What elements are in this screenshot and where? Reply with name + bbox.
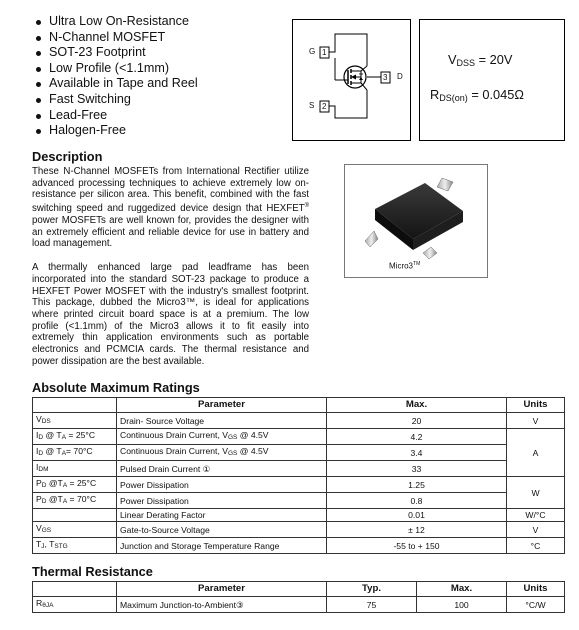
description-body	[32, 166, 309, 367]
max-cell: 20	[327, 413, 507, 429]
units-cell: A	[507, 429, 565, 477]
feature-item: SOT-23 Footprint	[36, 45, 198, 61]
feature-item: Low Profile (<1.1mm)	[36, 61, 198, 77]
parameter-cell: Power Dissipation	[117, 493, 327, 509]
symbol-cell: $I_D$ @ $T_A= 70^\circ C$	[33, 445, 117, 461]
units-cell: °C/W	[507, 597, 565, 613]
units-cell: V	[507, 413, 565, 429]
parameter-cell: Drain- Source Voltage	[117, 413, 327, 429]
table-row	[33, 538, 565, 554]
parameter-cell: Gate-to-Source Voltage	[117, 522, 327, 538]
units-cell: °C	[507, 538, 565, 554]
description-paragraph-2: A thermally enhanced large pad leadframe has been incorporated into the standard SOT-23 package to produce a HEXFET Power MOSFET with the industry's smallest footprint. This package, dubbed the Micro3™, is ideal for applications where printed circuit board space is at a premium. The low profile (<1.1mm) of the Micro3 allows it to fit easily into extremely thin application environments such as portable electronics and PCMCIA cards. The thermal resistance and power dissipation are the best available.	[32, 262, 309, 367]
mosfet-symbol-icon	[293, 20, 410, 140]
parameter-cell: Junction and Storage Temperature Range	[117, 538, 327, 554]
table-row	[33, 445, 565, 461]
parameter-cell: Continuous Drain Current, $V_{GS}$ @ 4.5V	[117, 429, 327, 445]
symbol-cell: $V_{GS}$	[33, 522, 117, 538]
units-cell: W	[507, 477, 565, 509]
header-symbol	[33, 398, 117, 413]
abs-max-heading: Absolute Maximum Ratings	[32, 380, 200, 395]
parameter-cell: Continuous Drain Current, $V_{GS}$ @ 4.5V	[117, 445, 327, 461]
pin-1-number: 1	[322, 48, 327, 57]
table-row	[33, 509, 565, 522]
header-parameter: Parameter	[117, 582, 327, 597]
mosfet-symbol-box	[292, 19, 411, 141]
abs-max-table	[32, 397, 565, 554]
pin-g-label: G	[309, 47, 316, 56]
parameter-cell: Pulsed Drain Current ①	[117, 461, 327, 477]
table-row	[33, 522, 565, 538]
max-cell: -55 to + 150	[327, 538, 507, 554]
symbol-cell	[33, 509, 117, 522]
thermal-table	[32, 581, 565, 613]
rdson-spec: $R_{DS(on)} = 0.045\Omega$	[430, 87, 524, 103]
table-header-row	[33, 398, 565, 413]
symbol-cell: $P_D$ $@T_A = 70^\circ C$	[33, 493, 117, 509]
pin-2-number: 2	[322, 102, 327, 111]
feature-item: Halogen-Free	[36, 123, 198, 139]
max-cell: 3.4	[327, 445, 507, 461]
table-row	[33, 493, 565, 509]
pin-3-number: 3	[383, 73, 388, 82]
max-cell: 1.25	[327, 477, 507, 493]
package-photo-box	[344, 164, 488, 278]
feature-item: Ultra Low On-Resistance	[36, 14, 198, 30]
header-units: Units	[507, 398, 565, 413]
thermal-heading: Thermal Resistance	[32, 564, 153, 579]
table-header-row	[33, 582, 565, 597]
parameter-cell: Maximum Junction-to-Ambient③	[117, 597, 327, 613]
header-units: Units	[507, 582, 565, 597]
units-cell: V	[507, 522, 565, 538]
header-typ: Typ.	[327, 582, 417, 597]
feature-list	[36, 14, 198, 139]
symbol-cell: $I_{DM}$	[33, 461, 117, 477]
table-row	[33, 597, 565, 613]
units-cell: W/°C	[507, 509, 565, 522]
package-caption: Micro3™	[389, 261, 421, 271]
table-row	[33, 413, 565, 429]
feature-item: Lead-Free	[36, 108, 198, 124]
header-symbol	[33, 582, 117, 597]
symbol-cell: $P_D$ $@T_A = 25^\circ C$	[33, 477, 117, 493]
max-cell: 100	[417, 597, 507, 613]
table-row	[33, 477, 565, 493]
typ-cell: 75	[327, 597, 417, 613]
symbol-cell: $T_J$, $T_{STG}$	[33, 538, 117, 554]
vdss-spec: $V_{DSS} = 20V$	[448, 52, 513, 68]
symbol-cell: $I_D$ @ $T_A = 25^\circ C$	[33, 429, 117, 445]
sot23-package-icon	[345, 165, 487, 260]
parameter-cell: Linear Derating Factor	[117, 509, 327, 522]
header-max: Max.	[417, 582, 507, 597]
table-row	[33, 429, 565, 445]
description-heading: Description	[32, 149, 103, 164]
max-cell: ± 12	[327, 522, 507, 538]
parameter-cell: Power Dissipation	[117, 477, 327, 493]
header-max: Max.	[327, 398, 507, 413]
max-cell: 33	[327, 461, 507, 477]
pin-d-label: D	[397, 72, 403, 81]
max-cell: 0.01	[327, 509, 507, 522]
feature-item: Fast Switching	[36, 92, 198, 108]
pin-s-label: S	[309, 101, 315, 110]
header-parameter: Parameter	[117, 398, 327, 413]
key-specs-box	[419, 19, 565, 141]
table-row	[33, 461, 565, 477]
feature-item: Available in Tape and Reel	[36, 76, 198, 92]
symbol-cell: $V_{DS}$	[33, 413, 117, 429]
max-cell: 0.8	[327, 493, 507, 509]
max-cell: 4.2	[327, 429, 507, 445]
description-paragraph-1: These N-Channel MOSFETs from International Rectifier utilize advanced processing techniques to achieve extremely low on-resistance per silicon area. This benefit, combined with the fast switching speed and ruggedized device design that HEXFET® power MOSFETs are well known for, provides the designer with an extremely efficient and reliable device for use in battery and load management.	[32, 166, 309, 250]
symbol-cell: $R_{\theta JA}$	[33, 597, 117, 613]
feature-item: N-Channel MOSFET	[36, 30, 198, 46]
